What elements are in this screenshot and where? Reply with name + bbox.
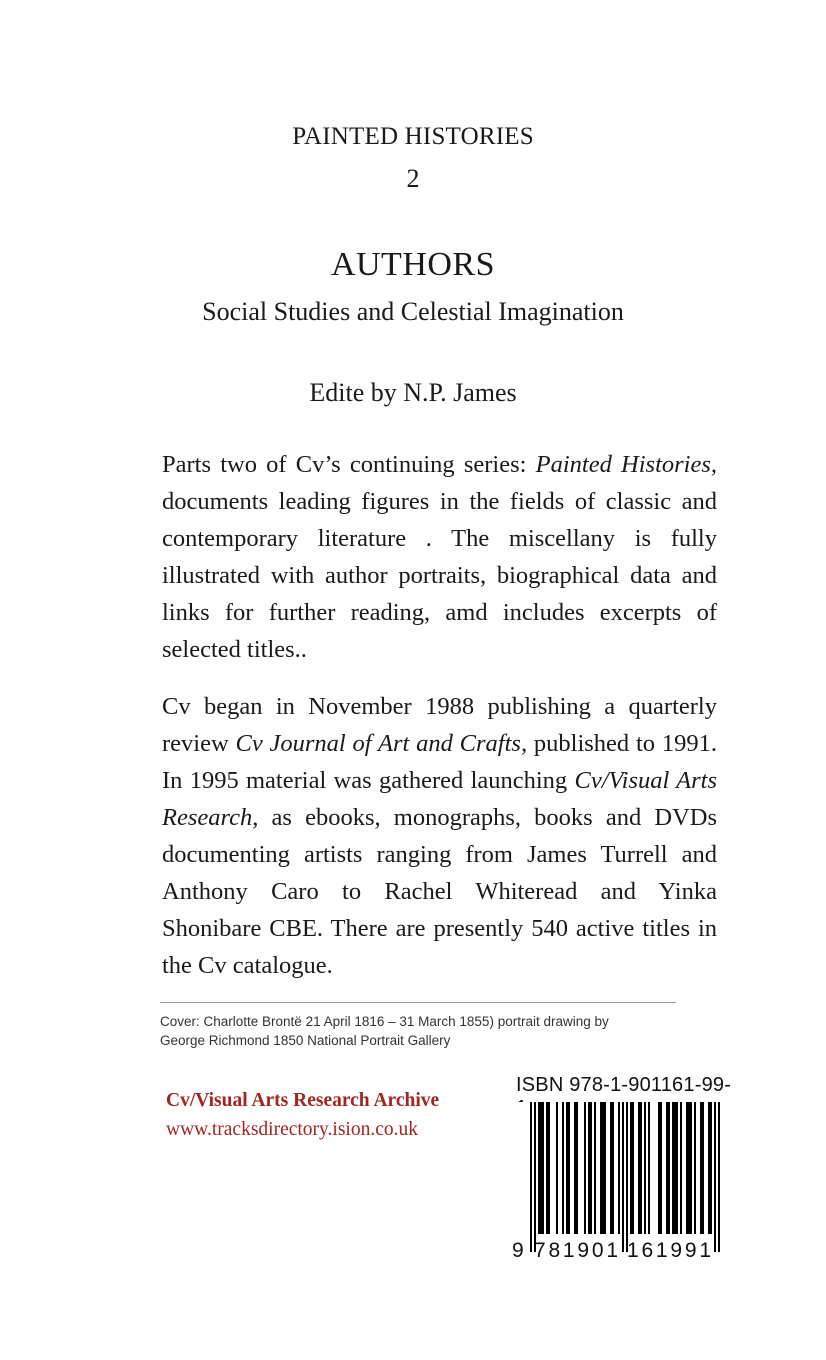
barcode-bar	[686, 1102, 688, 1234]
barcode-bar	[540, 1102, 542, 1234]
p2-part3: , as ebooks, monographs, books and DVDs documenting artists ranging from James Turrell and Anthony Caro to Rachel Whiteread and Yinka Shonibare CBE. There are presently 540 active titles in the Cv catalogue.	[162, 804, 717, 979]
barcode-bar	[556, 1102, 558, 1234]
barcode-right-digits: 161991	[627, 1239, 711, 1262]
barcode-graphic	[510, 1102, 732, 1262]
barcode-bar	[588, 1102, 590, 1234]
publisher-block	[166, 1086, 439, 1144]
barcode-bar	[534, 1102, 536, 1252]
barcode-bar	[666, 1102, 668, 1234]
barcode-bar	[604, 1102, 606, 1234]
barcode-bar	[694, 1102, 696, 1234]
barcode-bar	[566, 1102, 568, 1234]
book-subtitle: Social Studies and Celestial Imagination	[202, 297, 624, 326]
p1-series-italic: Painted Histories,	[535, 451, 718, 478]
barcode-bar	[542, 1102, 544, 1234]
p2-part2: published to 1991. In 1995 material was gathered launching	[162, 730, 717, 794]
publisher-website: www.tracksdirectory.ision.co.uk	[166, 1119, 418, 1140]
isbn-barcode	[510, 1072, 732, 1262]
barcode-bar	[632, 1102, 634, 1234]
barcode-bar	[668, 1102, 670, 1234]
barcode-bar	[600, 1102, 602, 1234]
barcode-bar	[708, 1102, 710, 1234]
barcode-bar	[612, 1102, 614, 1234]
barcode-bar	[576, 1102, 578, 1234]
barcode-bar	[602, 1102, 604, 1234]
barcode-lead-digit: 9	[512, 1239, 524, 1262]
barcode-bar	[574, 1102, 576, 1234]
barcode-bar	[546, 1102, 548, 1234]
editor-credit: Edite by N.P. James	[309, 378, 517, 407]
publisher-name: Cv/Visual Arts Research Archive	[166, 1090, 440, 1111]
barcode-bar	[690, 1102, 692, 1234]
description-paragraph-2	[162, 688, 717, 984]
barcode-bar	[622, 1102, 624, 1252]
barcode-bar	[702, 1102, 704, 1234]
barcode-left-digits: 781901	[534, 1239, 618, 1262]
p1-text-after: documents leading figures in the fields of classic and contemporary literature . The miscellany is fully illustrated with author portraits, biographical data and links for further reading, amd includes excerpts of selected titles..	[162, 488, 717, 663]
p2-research-italic: Cv/Visual Arts Research	[162, 767, 717, 831]
barcode-bar	[644, 1102, 646, 1234]
barcode-bar	[658, 1102, 660, 1234]
barcode-bar	[674, 1102, 676, 1234]
barcode-bar	[680, 1102, 682, 1234]
cover-credit-line-1: Cover: Charlotte Brontë 21 April 1816 – 31 March 1855) portrait drawing by	[160, 1014, 609, 1029]
barcode-bar	[530, 1102, 532, 1252]
barcode-bar	[638, 1102, 640, 1234]
barcode-bar	[610, 1102, 612, 1234]
p2-part1: Cv began in November 1988 publishing a quarterly review	[162, 693, 717, 757]
barcode-bar	[594, 1102, 596, 1234]
isbn-label: ISBN 978-1-901161-99-	[516, 1074, 732, 1096]
barcode-bar	[714, 1102, 716, 1252]
barcode-bar	[710, 1102, 712, 1234]
description-paragraph-1	[162, 446, 717, 668]
p1-text-before: Parts two of Cv’s continuing series:	[162, 451, 536, 478]
book-title: AUTHORS	[330, 246, 496, 283]
barcode-bar	[648, 1102, 650, 1234]
series-title: PAINTED HISTORIES	[292, 123, 534, 150]
barcode-bar	[630, 1102, 632, 1234]
barcode-bar	[688, 1102, 690, 1234]
barcode-bar	[626, 1102, 628, 1252]
cover-credit-line-2: George Richmond 1850 National Portrait Gallery	[160, 1033, 451, 1048]
barcode-bar	[590, 1102, 592, 1234]
p2-journal-italic: Cv Journal of Art and Crafts,	[235, 730, 528, 757]
barcode-bar	[568, 1102, 570, 1234]
barcode-bar	[660, 1102, 662, 1234]
barcode-bar	[538, 1102, 540, 1234]
barcode-bar	[676, 1102, 678, 1234]
barcode-bar	[584, 1102, 586, 1234]
barcode-bar	[718, 1102, 720, 1252]
barcode-bar	[618, 1102, 620, 1234]
divider-rule	[160, 1002, 676, 1003]
barcode-bar	[672, 1102, 674, 1234]
cover-credit	[160, 1012, 700, 1050]
barcode-bar	[700, 1102, 702, 1234]
barcode-bar	[548, 1102, 550, 1234]
volume-number: 2	[406, 164, 420, 193]
barcode-bar	[562, 1102, 564, 1234]
barcode-bar	[640, 1102, 642, 1234]
